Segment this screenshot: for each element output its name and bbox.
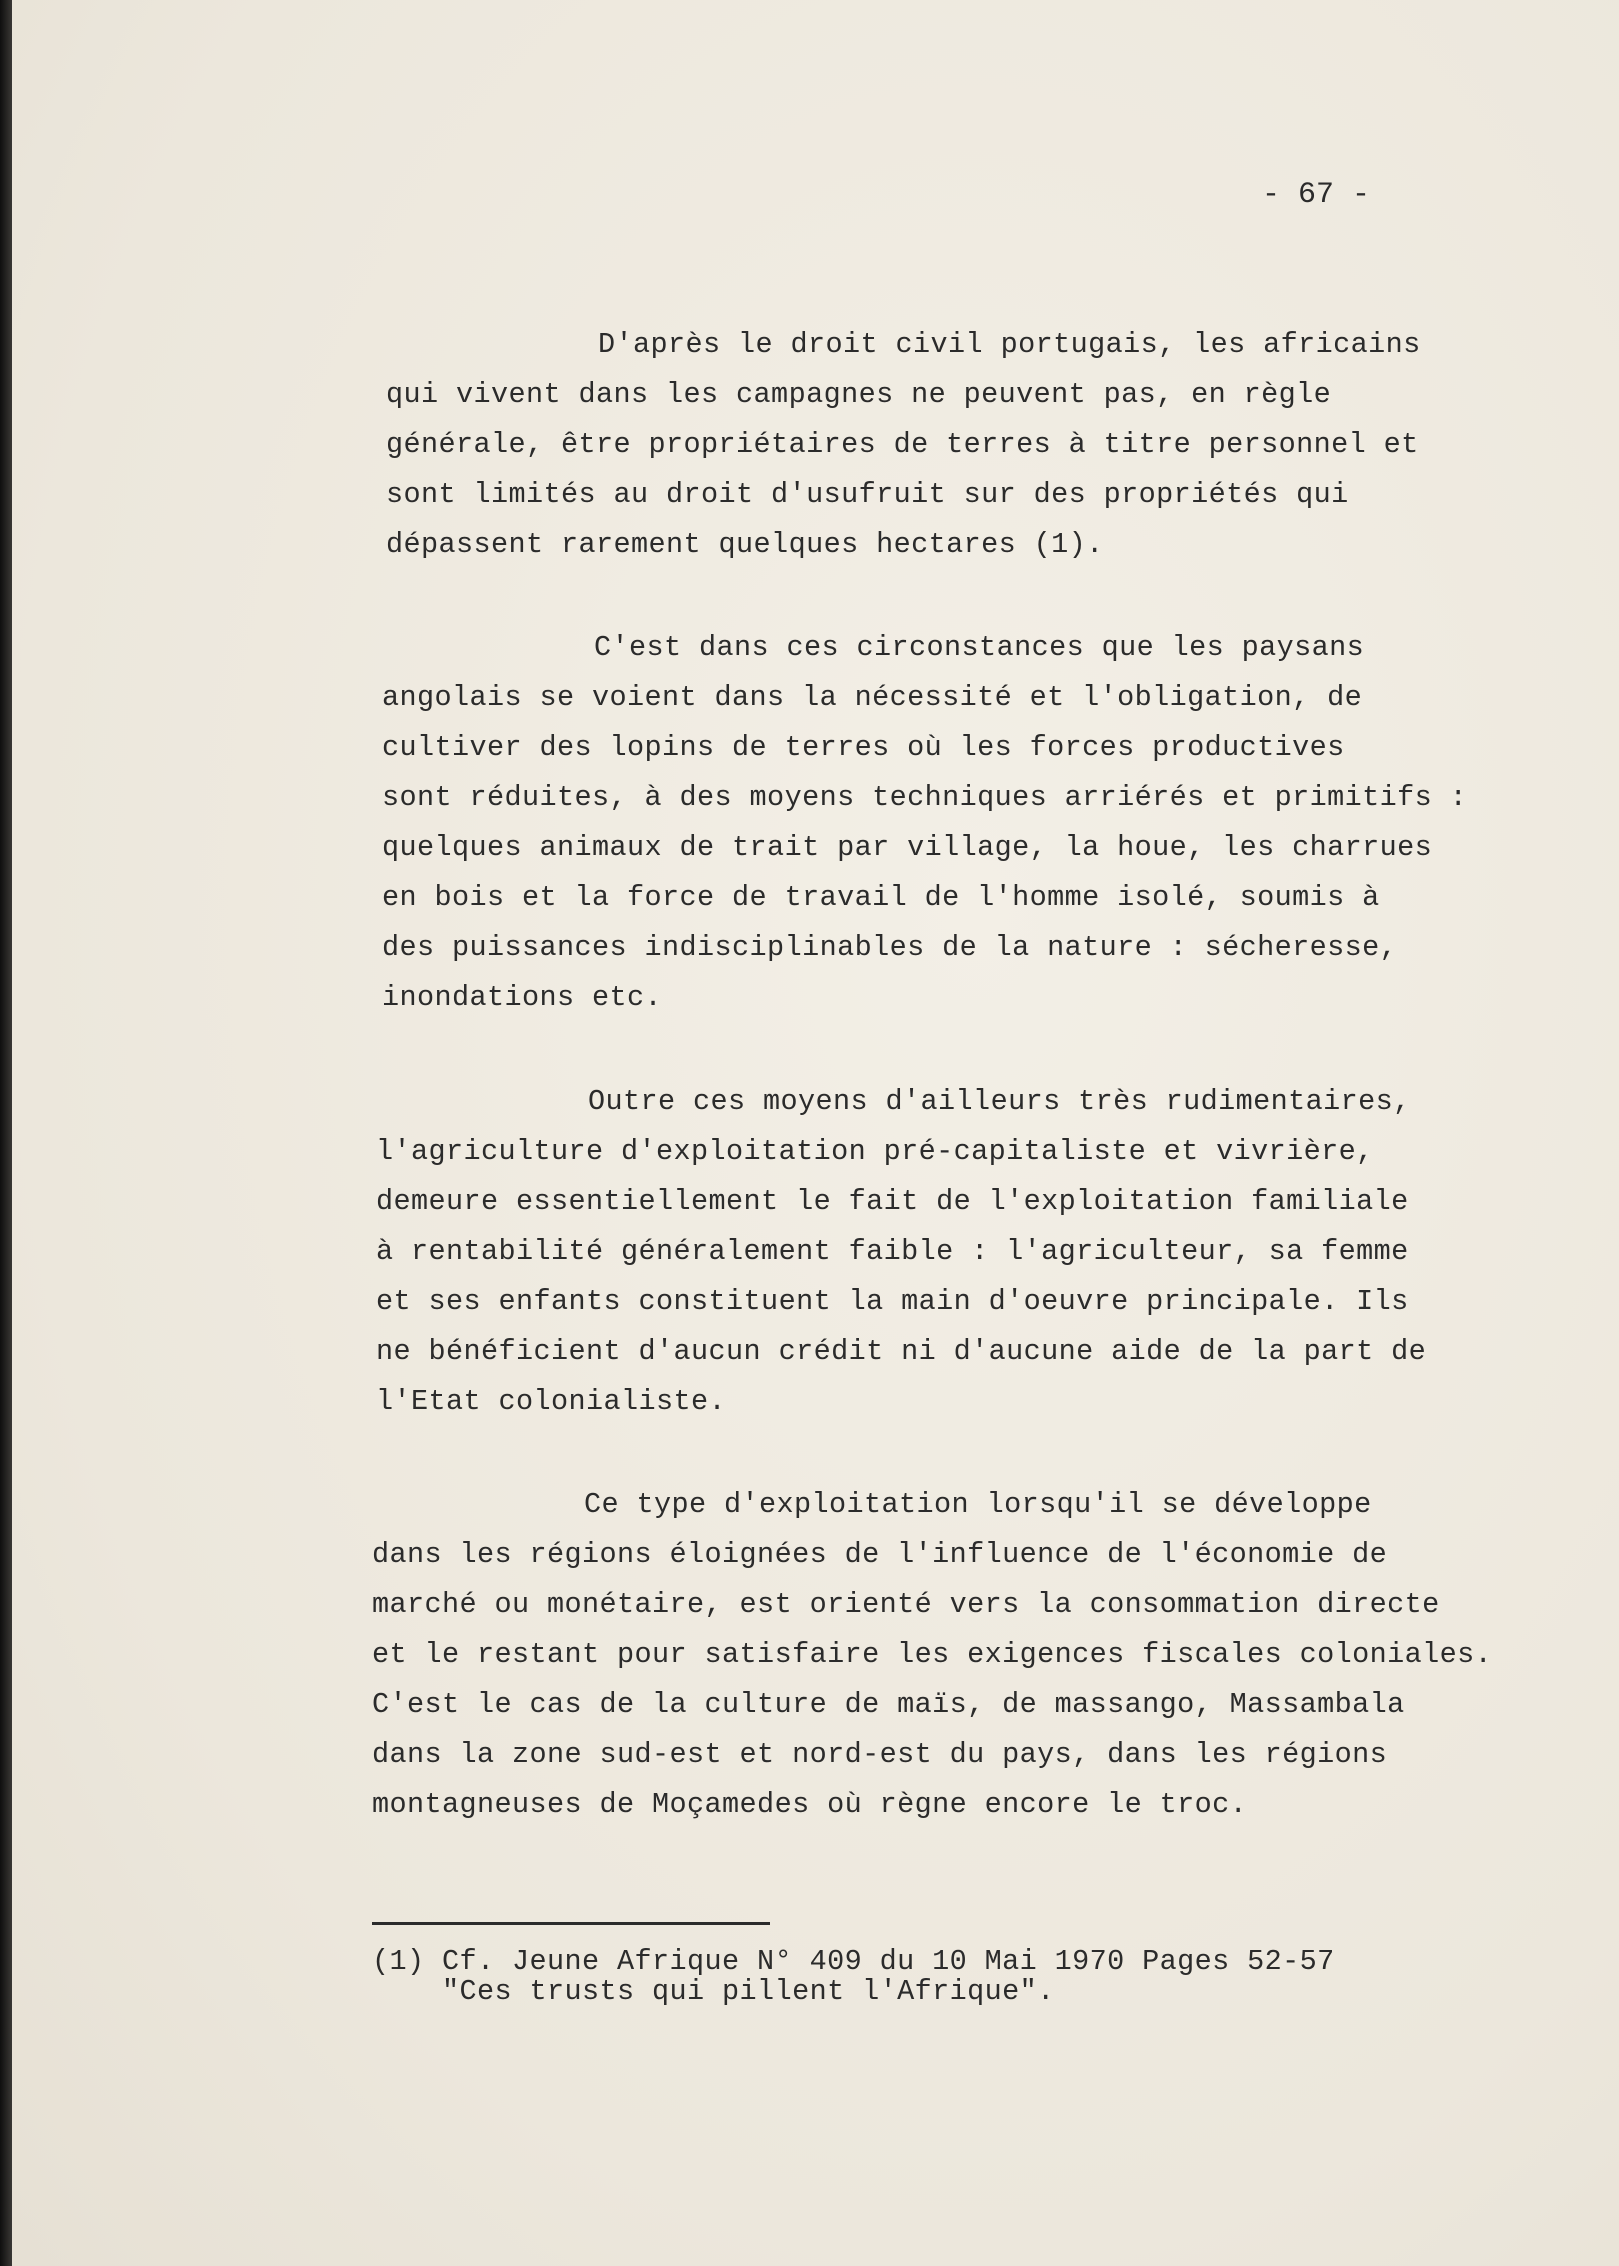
paragraph-3-line-4: à rentabilité généralement faible : l'agriculteur, sa femme [376,1235,1409,1268]
footnote-rule [372,1922,770,1925]
paragraph-2-line-5: quelques animaux de trait par village, la houe, les charrues [382,831,1433,864]
paragraph-2-line-4: sont réduites, à des moyens techniques arriérés et primitifs : [382,781,1468,814]
paragraph-4-line-5: C'est le cas de la culture de maïs, de massango, Massambala [372,1688,1405,1721]
paragraph-4-line-6: dans la zone sud-est et nord-est du pays, dans les régions [372,1738,1388,1771]
scan-edge [0,0,12,2266]
paragraph-2-line-8: inondations etc. [382,981,663,1014]
paragraph-2-line-2: angolais se voient dans la nécessité et l'obligation, de [382,681,1363,714]
document-page [12,0,1619,2266]
footnote-line-1: (1) Cf. Jeune Afrique N° 409 du 10 Mai 1970 Pages 52-57 [372,1945,1335,1978]
paragraph-4-line-3: marché ou monétaire, est orienté vers la consommation directe [372,1588,1440,1621]
paragraph-3-line-2: l'agriculture d'exploitation pré-capitaliste et vivrière, [376,1135,1374,1168]
paragraph-4-line-2: dans les régions éloignées de l'influence de l'économie de [372,1538,1388,1571]
paragraph-3-line-7: l'Etat colonialiste. [376,1385,727,1418]
paragraph-3-line-1: Outre ces moyens d'ailleurs très rudimentaires, [588,1085,1411,1118]
paragraph-1-line-5: dépassent rarement quelques hectares (1). [386,528,1104,561]
paragraph-1-line-1: D'après le droit civil portugais, les africains [598,328,1421,361]
paragraph-2-line-1: C'est dans ces circonstances que les paysans [594,631,1365,664]
paragraph-1-line-2: qui vivent dans les campagnes ne peuvent pas, en règle [386,378,1332,411]
paragraph-2-line-7: des puissances indisciplinables de la nature : sécheresse, [382,931,1398,964]
paragraph-2-line-6: en bois et la force de travail de l'homme isolé, soumis à [382,881,1380,914]
paragraph-3-line-5: et ses enfants constituent la main d'oeuvre principale. Ils [376,1285,1409,1318]
page-number: - 67 - [1262,178,1371,212]
footnote-line-2: "Ces trusts qui pillent l'Afrique". [372,1975,1055,2008]
paragraph-3-line-3: demeure essentiellement le fait de l'exploitation familiale [376,1185,1409,1218]
paragraph-1-line-4: sont limités au droit d'usufruit sur des propriétés qui [386,478,1349,511]
paragraph-4-line-1: Ce type d'exploitation lorsqu'il se développe [584,1488,1372,1521]
paragraph-4-line-7: montagneuses de Moçamedes où règne encore le troc. [372,1788,1248,1821]
paragraph-3-line-6: ne bénéficient d'aucun crédit ni d'aucune aide de la part de [376,1335,1427,1368]
paragraph-2-line-3: cultiver des lopins de terres où les forces productives [382,731,1345,764]
paragraph-4-line-4: et le restant pour satisfaire les exigences fiscales coloniales. [372,1638,1493,1671]
paragraph-1-line-3: générale, être propriétaires de terres à titre personnel et [386,428,1419,461]
